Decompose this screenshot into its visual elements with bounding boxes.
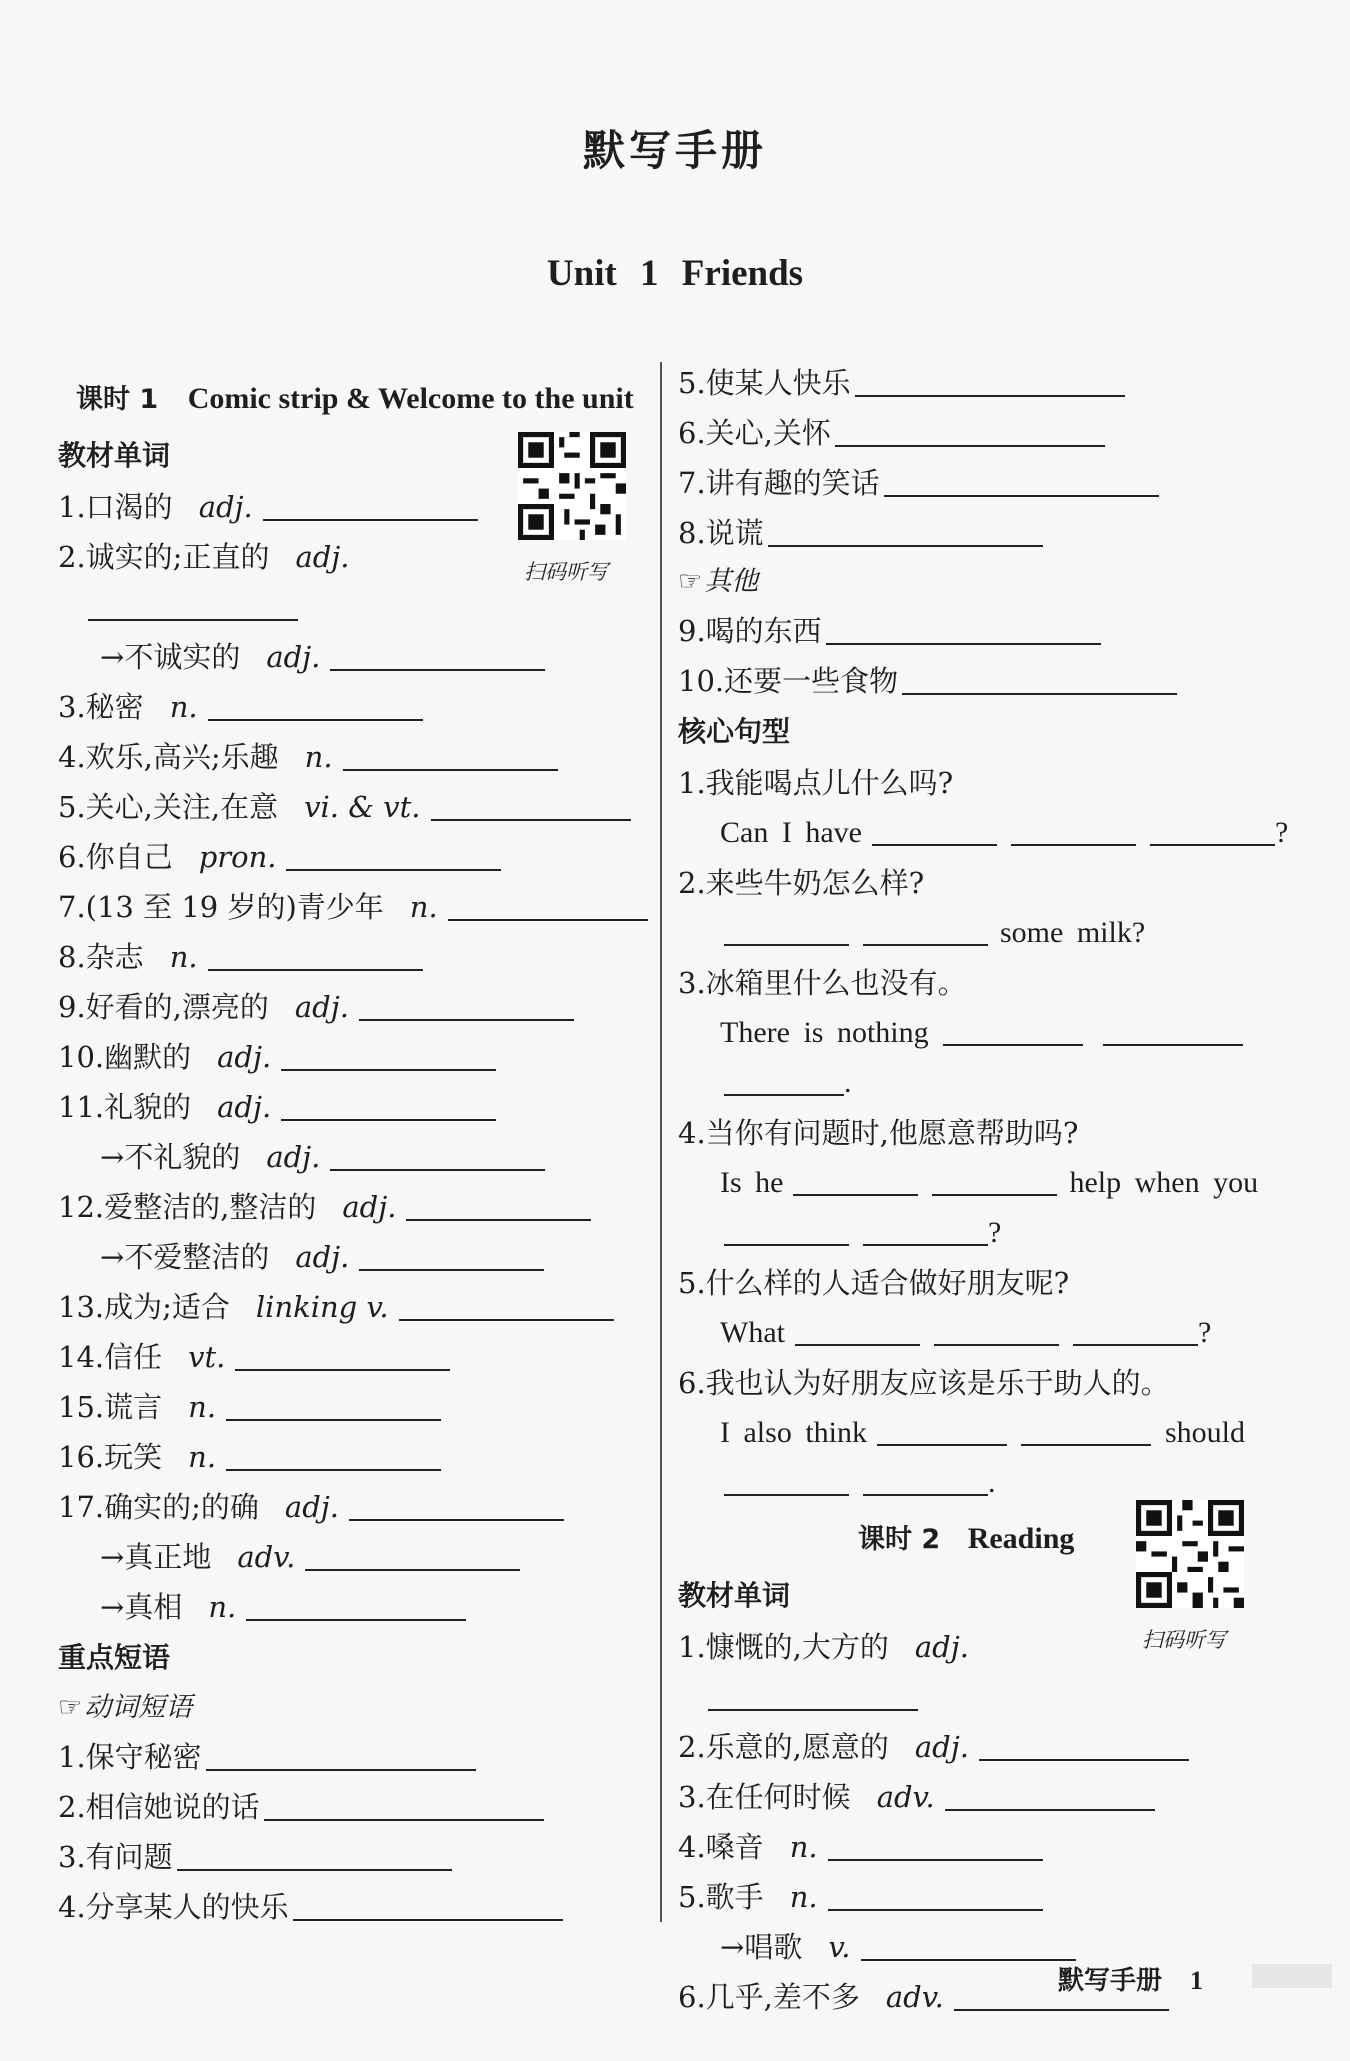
- answer-blank[interactable]: [359, 1239, 544, 1271]
- other-subheading: ☞其他: [678, 566, 759, 597]
- word-item: →真相 n.: [58, 1582, 638, 1632]
- answer-blank[interactable]: [863, 914, 988, 946]
- word-item: →不爱整洁的 adj.: [58, 1232, 638, 1282]
- answer-blank[interactable]: [861, 1929, 1076, 1961]
- unit-title: Unit 1 Friends: [546, 253, 804, 294]
- answer-blank[interactable]: [1103, 1014, 1243, 1046]
- word-item-continuation: [678, 1672, 1278, 1722]
- answer-blank[interactable]: [793, 1164, 918, 1196]
- word-item: 6.你自己 pron.: [58, 832, 638, 882]
- sentence-answer: ?: [678, 1208, 1278, 1258]
- answer-blank[interactable]: [724, 1214, 849, 1246]
- answer-blank[interactable]: [406, 1189, 591, 1221]
- phrase-item: 5.使某人快乐: [678, 358, 1278, 408]
- answer-blank[interactable]: [932, 1164, 1057, 1196]
- lesson2-words-heading: 教材单词: [678, 1579, 791, 1612]
- word-item: 5.歌手 n.: [678, 1872, 1278, 1922]
- answer-blank[interactable]: [863, 1214, 988, 1246]
- word-item: 14.信任 vt.: [58, 1332, 638, 1382]
- answer-blank[interactable]: [768, 515, 1043, 547]
- sentence-answer: .: [678, 1058, 1278, 1108]
- answer-blank[interactable]: [349, 1489, 564, 1521]
- answer-blank[interactable]: [177, 1839, 452, 1871]
- sentence-answer: some milk?: [678, 908, 1278, 958]
- page-title: 默写手册: [582, 126, 767, 175]
- word-item: 15.谎言 n.: [58, 1382, 638, 1432]
- sentence-item: 3.冰箱里什么也没有。: [678, 966, 967, 1000]
- footer-decoration: [1252, 1964, 1332, 1988]
- answer-blank[interactable]: [835, 415, 1105, 447]
- word-item: →不诚实的 adj.: [58, 632, 638, 682]
- phrase-item: 6.关心,关怀: [678, 408, 1278, 458]
- answer-blank[interactable]: [863, 1464, 988, 1496]
- answer-blank[interactable]: [1011, 814, 1136, 846]
- phrase-item: 10.还要一些食物: [678, 656, 1278, 706]
- word-item: →不礼貌的 adj.: [58, 1132, 638, 1182]
- sentence-item: 1.我能喝点儿什么吗?: [678, 766, 954, 800]
- word-item-continuation: [58, 582, 638, 632]
- word-item: 1.慷慨的,大方的 adj.: [678, 1630, 969, 1664]
- word-item: 8.杂志 n.: [58, 932, 638, 982]
- answer-blank[interactable]: [448, 889, 648, 921]
- answer-blank[interactable]: [305, 1539, 520, 1571]
- answer-blank[interactable]: [293, 1889, 563, 1921]
- answer-blank[interactable]: [330, 1139, 545, 1171]
- answer-blank[interactable]: [1150, 814, 1275, 846]
- answer-blank[interactable]: [945, 1779, 1155, 1811]
- answer-blank[interactable]: [828, 1829, 1043, 1861]
- sentence-item: 4.当你有问题时,他愿意帮助吗?: [678, 1116, 1079, 1150]
- pointing-hand-icon: ☞: [678, 566, 703, 597]
- answer-blank[interactable]: [286, 839, 501, 871]
- sentence-item: 2.来些牛奶怎么样?: [678, 866, 925, 900]
- phrase-item: 3.有问题: [58, 1832, 638, 1882]
- answer-blank[interactable]: [208, 939, 423, 971]
- answer-blank[interactable]: [1073, 1314, 1198, 1346]
- qr-code-icon[interactable]: [518, 432, 626, 540]
- answer-blank[interactable]: [943, 1014, 1083, 1046]
- pointing-hand-icon: ☞: [58, 1692, 83, 1723]
- sentence-answer: What ?: [720, 1316, 1212, 1349]
- word-item: 1.口渴的 adj.: [58, 482, 638, 532]
- left-column: [58, 368, 638, 1932]
- word-item: 3.在任何时候 adv.: [678, 1772, 1278, 1822]
- answer-blank[interactable]: [826, 613, 1101, 645]
- word-item: 13.成为;适合 linking v.: [58, 1282, 638, 1332]
- word-item: 2.乐意的,愿意的 adj.: [678, 1722, 1278, 1772]
- answer-blank[interactable]: [979, 1729, 1189, 1761]
- sentence-item: 6.我也认为好朋友应该是乐于助人的。: [678, 1366, 1170, 1400]
- word-item: 3.秘密 n.: [58, 682, 638, 732]
- sentence-answer: I also think should: [720, 1416, 1246, 1449]
- answer-blank[interactable]: [235, 1339, 450, 1371]
- answer-blank[interactable]: [206, 1739, 476, 1771]
- word-item: 4.嗓音 n.: [678, 1822, 1278, 1872]
- page-number: 1: [1190, 1966, 1204, 1995]
- answer-blank[interactable]: [281, 1089, 496, 1121]
- answer-blank[interactable]: [855, 365, 1125, 397]
- phrases-heading: 重点短语: [58, 1641, 171, 1674]
- qr-caption: 扫码听写: [1142, 1628, 1226, 1652]
- qr-caption: 扫码听写: [524, 560, 608, 584]
- lesson2-label: 课时 2: [858, 1524, 941, 1555]
- lesson2-title: Reading: [967, 1522, 1075, 1555]
- answer-blank[interactable]: [226, 1389, 441, 1421]
- answer-blank[interactable]: [399, 1289, 614, 1321]
- word-item: 4.欢乐,高兴;乐趣 n.: [58, 732, 638, 782]
- lesson1-label: 课时 1: [76, 384, 159, 415]
- word-item: →真正地 adv.: [58, 1532, 638, 1582]
- answer-blank[interactable]: [934, 1314, 1059, 1346]
- answer-blank[interactable]: [884, 465, 1159, 497]
- answer-blank[interactable]: [795, 1314, 920, 1346]
- phrase-item: 7.讲有趣的笑话: [678, 458, 1278, 508]
- answer-blank[interactable]: [226, 1439, 441, 1471]
- word-item: 6.几乎,差不多 adv.: [678, 1972, 1278, 2022]
- word-item: 17.确实的;的确 adj.: [58, 1482, 638, 1532]
- answer-blank[interactable]: [708, 1679, 918, 1711]
- answer-blank[interactable]: [828, 1879, 1043, 1911]
- answer-blank[interactable]: [281, 1039, 496, 1071]
- phrase-item: 8.说谎: [678, 508, 1278, 558]
- column-divider: [660, 362, 662, 1922]
- word-item: 5.关心,关注,在意 vi. & vt.: [58, 782, 638, 832]
- answer-blank[interactable]: [724, 1464, 849, 1496]
- answer-blank[interactable]: [208, 689, 423, 721]
- word-item: 9.好看的,漂亮的 adj.: [58, 982, 638, 1032]
- sentences-heading: 核心句型: [678, 715, 791, 748]
- lesson1-heading: [58, 368, 638, 430]
- answer-blank[interactable]: [431, 789, 631, 821]
- answer-blank[interactable]: [724, 1064, 844, 1096]
- answer-blank[interactable]: [1021, 1414, 1151, 1446]
- answer-blank[interactable]: [359, 989, 574, 1021]
- answer-blank[interactable]: [343, 739, 558, 771]
- phrase-item: 2.相信她说的话: [58, 1782, 638, 1832]
- answer-blank[interactable]: [877, 1414, 1007, 1446]
- answer-blank[interactable]: [264, 1789, 544, 1821]
- sentence-item: 5.什么样的人适合做好朋友呢?: [678, 1266, 1070, 1300]
- answer-blank[interactable]: [872, 814, 997, 846]
- right-column: [678, 358, 1289, 2022]
- answer-blank[interactable]: [724, 914, 849, 946]
- footer-label: 默写手册: [1058, 1966, 1163, 1996]
- word-item: →唱歌 v.: [678, 1922, 1278, 1972]
- lesson1-words-heading: 教材单词: [58, 439, 171, 472]
- sentence-answer: There is nothing: [678, 1008, 1278, 1058]
- sentence-answer: .: [678, 1458, 1278, 1508]
- word-item: 2.诚实的;正直的 adj.: [58, 540, 350, 574]
- word-item: 11.礼貌的 adj.: [58, 1082, 638, 1132]
- verb-phrases-subheading: ☞动词短语: [58, 1692, 193, 1723]
- word-item: 12.爱整洁的,整洁的 adj.: [58, 1182, 638, 1232]
- phrase-item: 9.喝的东西: [678, 606, 1278, 656]
- answer-blank[interactable]: [88, 589, 298, 621]
- footer: [1058, 1960, 1203, 1997]
- answer-blank[interactable]: [246, 1589, 466, 1621]
- qr-code-icon[interactable]: [1136, 1500, 1244, 1608]
- answer-blank[interactable]: [263, 489, 478, 521]
- lesson1-title: Comic strip & Welcome to the unit: [187, 382, 634, 415]
- word-item: 10.幽默的 adj.: [58, 1032, 638, 1082]
- sentence-answer: Can I have ?: [720, 816, 1289, 849]
- word-item: 7.(13 至 19 岁的)青少年 n.: [58, 882, 638, 932]
- answer-blank[interactable]: [330, 639, 545, 671]
- word-item: 16.玩笑 n.: [58, 1432, 638, 1482]
- answer-blank[interactable]: [902, 663, 1177, 695]
- sentence-answer: Is he help when you: [720, 1166, 1259, 1199]
- phrase-item: 4.分享某人的快乐: [58, 1882, 638, 1932]
- phrase-item: 1.保守秘密: [58, 1732, 638, 1782]
